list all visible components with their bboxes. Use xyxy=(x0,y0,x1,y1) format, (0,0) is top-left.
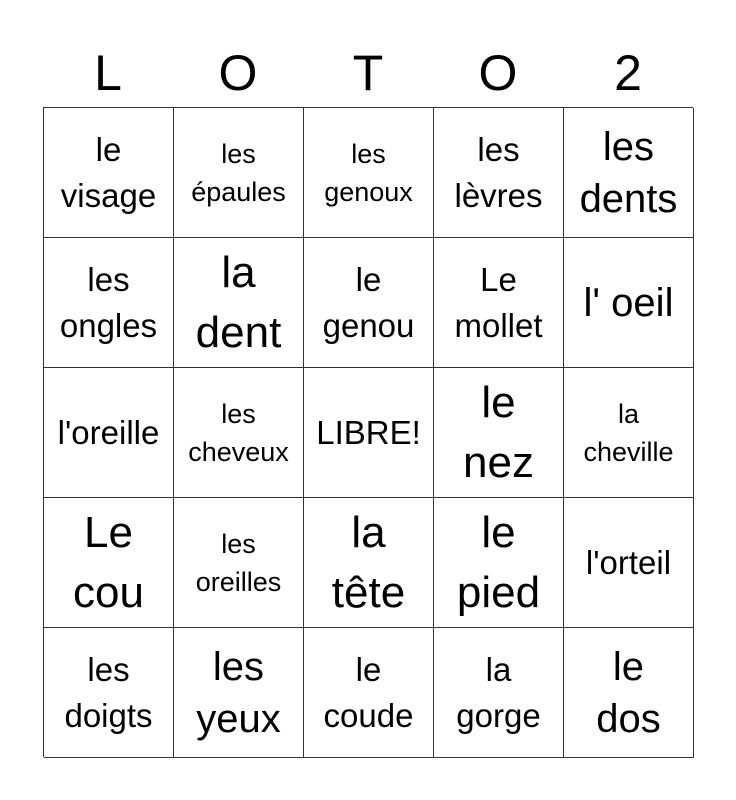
cell-label: les oreilles xyxy=(195,528,282,597)
header-letter-5: 2 xyxy=(614,45,642,101)
bingo-cell[interactable] xyxy=(44,238,174,368)
bingo-cell[interactable] xyxy=(564,368,694,498)
cell-label: les genoux xyxy=(324,138,413,207)
bingo-cell[interactable] xyxy=(304,498,434,628)
cell-label: les lèvres xyxy=(454,130,543,214)
header-letter-2: O xyxy=(218,45,258,101)
cell-label: le nez xyxy=(463,377,534,487)
cell-label: la dent xyxy=(195,247,282,357)
bingo-cell[interactable] xyxy=(564,498,694,628)
bingo-cell[interactable] xyxy=(434,368,564,498)
cell-label: le visage xyxy=(60,130,157,214)
header-letter-3: T xyxy=(352,45,384,101)
bingo-cell[interactable] xyxy=(174,108,304,238)
cell-label: le coude xyxy=(323,650,414,734)
free-space-cell[interactable] xyxy=(304,368,434,498)
bingo-cell[interactable] xyxy=(304,628,434,758)
bingo-cell[interactable] xyxy=(174,368,304,498)
cell-label: Le mollet xyxy=(454,260,543,344)
cell-label: les dents xyxy=(579,124,678,221)
cell-label: les ongles xyxy=(59,260,158,344)
bingo-cell[interactable] xyxy=(434,108,564,238)
header-letter-1: L xyxy=(94,45,122,101)
cell-label: les doigts xyxy=(64,650,153,734)
cell-label: les cheveux xyxy=(188,398,289,467)
bingo-cell[interactable] xyxy=(174,238,304,368)
cell-label: l'oreille xyxy=(57,413,160,451)
header-letter-4: O xyxy=(478,45,518,101)
bingo-cell[interactable] xyxy=(564,108,694,238)
bingo-cell[interactable] xyxy=(44,628,174,758)
cell-label: les yeux xyxy=(196,644,281,741)
cell-label: l'orteil xyxy=(585,543,672,581)
cell-label: l' oeil xyxy=(583,280,674,325)
cell-label: le pied xyxy=(456,507,541,617)
bingo-cell[interactable] xyxy=(564,238,694,368)
free-space-label: LIBRE! xyxy=(316,413,421,451)
bingo-cell[interactable] xyxy=(434,498,564,628)
bingo-cell[interactable] xyxy=(434,238,564,368)
cell-label: le dos xyxy=(596,644,661,741)
bingo-cell[interactable] xyxy=(304,238,434,368)
bingo-cell[interactable] xyxy=(564,628,694,758)
bingo-grid xyxy=(43,107,693,757)
bingo-cell[interactable] xyxy=(44,368,174,498)
bingo-cell[interactable] xyxy=(44,108,174,238)
bingo-cell[interactable] xyxy=(434,628,564,758)
bingo-cell[interactable] xyxy=(174,628,304,758)
cell-label: les épaules xyxy=(191,138,286,207)
bingo-cell[interactable] xyxy=(44,498,174,628)
cell-label: la gorge xyxy=(456,650,541,734)
bingo-cell[interactable] xyxy=(304,108,434,238)
cell-label: la cheville xyxy=(583,398,674,467)
cell-label: Le cou xyxy=(73,507,144,617)
cell-label: la tête xyxy=(331,507,406,617)
card-header xyxy=(43,40,693,106)
cell-label: le genou xyxy=(322,260,415,344)
bingo-cell[interactable] xyxy=(174,498,304,628)
